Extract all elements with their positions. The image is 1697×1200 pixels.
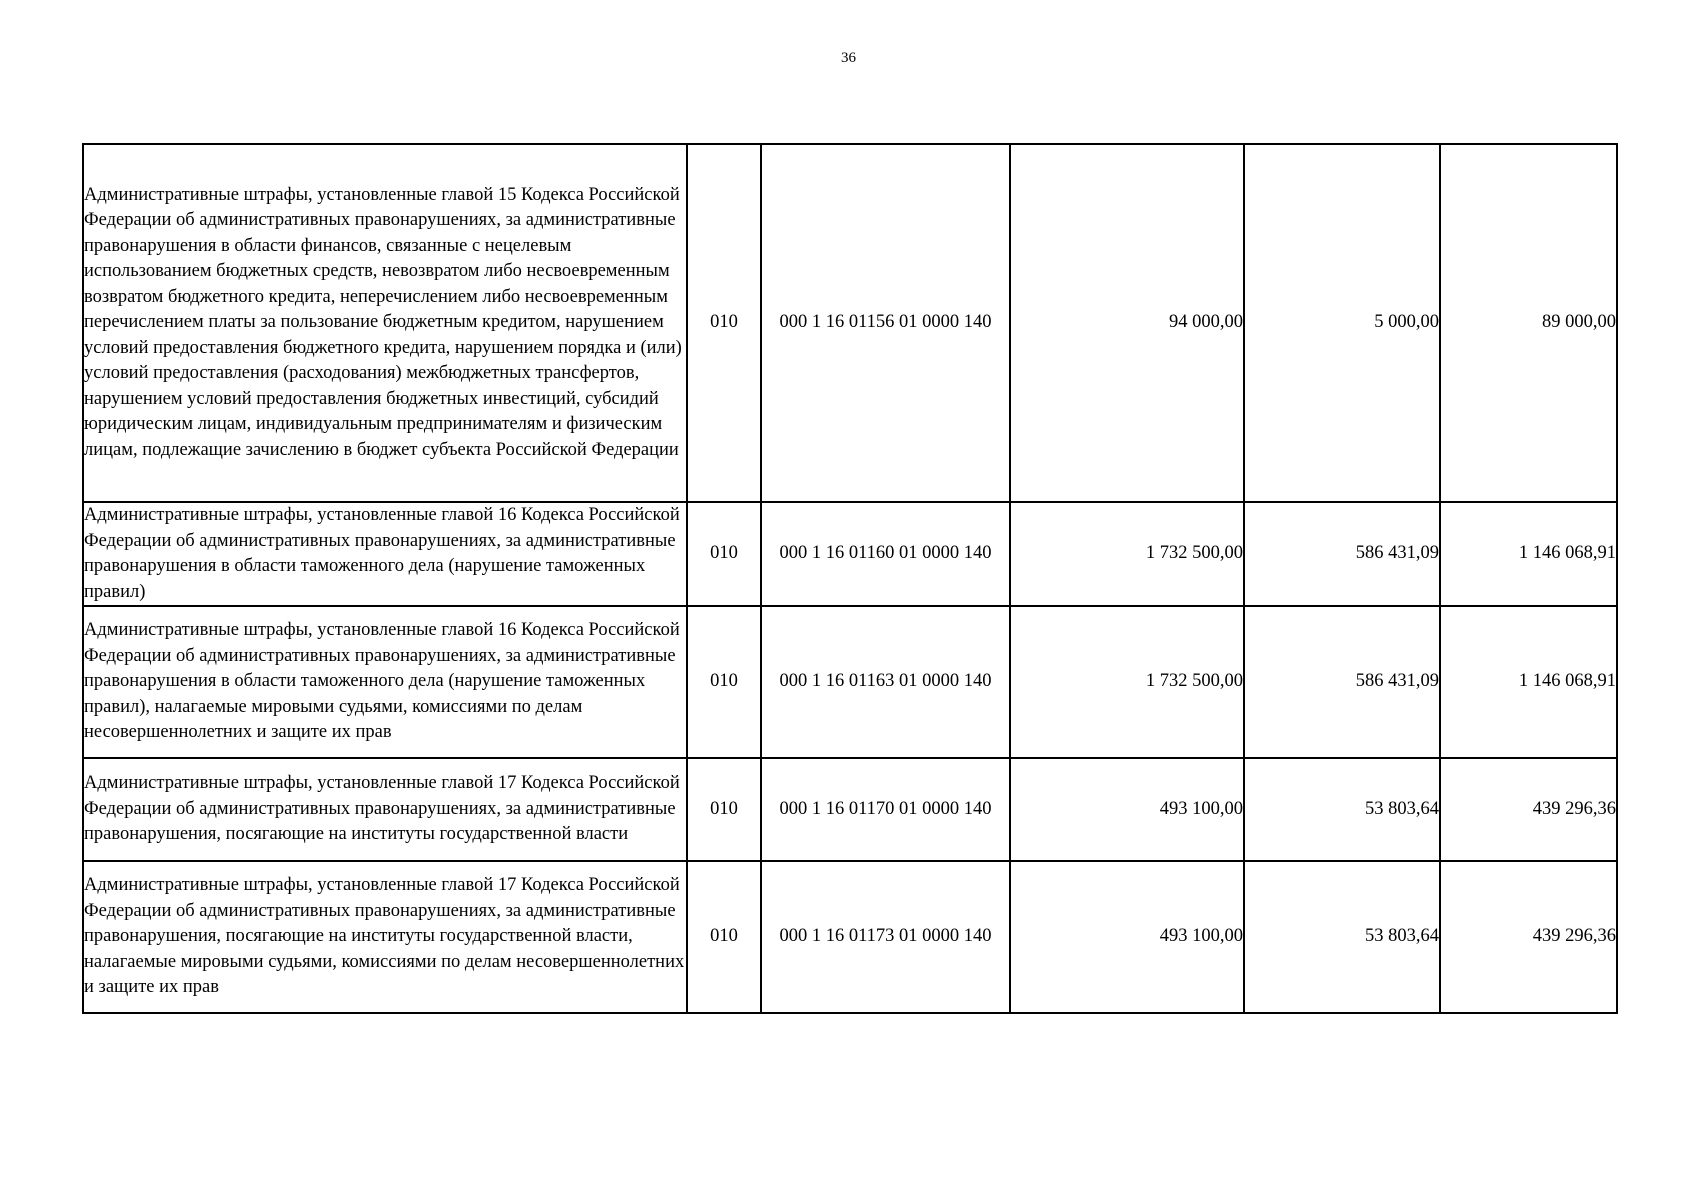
row-code: 010 — [687, 758, 761, 861]
row-executed: 5 000,00 — [1244, 144, 1440, 502]
table-row — [83, 144, 1617, 502]
row-kbk: 000 1 16 01160 01 0000 140 — [761, 502, 1010, 606]
table-row — [83, 758, 1617, 861]
row-approved: 94 000,00 — [1010, 144, 1244, 502]
row-code: 010 — [687, 502, 761, 606]
row-code: 010 — [687, 861, 761, 1013]
row-name: Административные штрафы, установленные главой 16 Кодекса Российской Федерации об административных правонарушениях, за административные правонарушения в области таможенного дела (нарушение таможенных правил), налагаемые мировыми судьями, комиссиями по делам несовершеннолетних и защите их прав — [83, 606, 687, 758]
row-remaining: 1 146 068,91 — [1440, 502, 1617, 606]
row-executed: 586 431,09 — [1244, 606, 1440, 758]
row-kbk: 000 1 16 01173 01 0000 140 — [761, 861, 1010, 1013]
row-name: Административные штрафы, установленные главой 16 Кодекса Российской Федерации об административных правонарушениях, за административные правонарушения в области таможенного дела (нарушение таможенных правил) — [83, 502, 687, 606]
row-name: Административные штрафы, установленные главой 17 Кодекса Российской Федерации об административных правонарушениях, за административные правонарушения, посягающие на институты государственной власти, налагаемые мировыми судьями, комиссиями по делам несовершеннолетних и защите их прав — [83, 861, 687, 1013]
table-row — [83, 606, 1617, 758]
row-kbk: 000 1 16 01163 01 0000 140 — [761, 606, 1010, 758]
row-code: 010 — [687, 144, 761, 502]
row-executed: 53 803,64 — [1244, 758, 1440, 861]
row-remaining: 439 296,36 — [1440, 861, 1617, 1013]
table-row — [83, 861, 1617, 1013]
row-kbk: 000 1 16 01170 01 0000 140 — [761, 758, 1010, 861]
row-code: 010 — [687, 606, 761, 758]
row-approved: 493 100,00 — [1010, 861, 1244, 1013]
row-kbk: 000 1 16 01156 01 0000 140 — [761, 144, 1010, 502]
row-remaining: 89 000,00 — [1440, 144, 1617, 502]
row-approved: 493 100,00 — [1010, 758, 1244, 861]
row-remaining: 1 146 068,91 — [1440, 606, 1617, 758]
table-row — [83, 502, 1617, 606]
row-name: Административные штрафы, установленные главой 17 Кодекса Российской Федерации об административных правонарушениях, за административные правонарушения, посягающие на институты государственной власти — [83, 758, 687, 861]
row-executed: 53 803,64 — [1244, 861, 1440, 1013]
page-number: 36 — [841, 50, 856, 66]
row-executed: 586 431,09 — [1244, 502, 1440, 606]
row-name: Административные штрафы, установленные главой 15 Кодекса Российской Федерации об административных правонарушениях, за административные правонарушения в области финансов, связанные с нецелевым использованием бюджетных средств, невозвратом либо несвоевременным возвратом бюджетного кредита, неперечислением либо несвоевременным перечислением платы за пользование бюджетным кредитом, нарушением условий предоставления бюджетного кредита, нарушением порядка и (или) условий предоставления (расходования) межбюджетных трансфертов, нарушением условий предоставления бюджетных инвестиций, субсидий юридическим лицам, индивидуальным предпринимателям и физическим лицам, подлежащие зачислению в бюджет субъекта Российской Федерации — [83, 144, 687, 502]
row-approved: 1 732 500,00 — [1010, 502, 1244, 606]
row-approved: 1 732 500,00 — [1010, 606, 1244, 758]
revenue-table — [82, 143, 1618, 1014]
row-remaining: 439 296,36 — [1440, 758, 1617, 861]
